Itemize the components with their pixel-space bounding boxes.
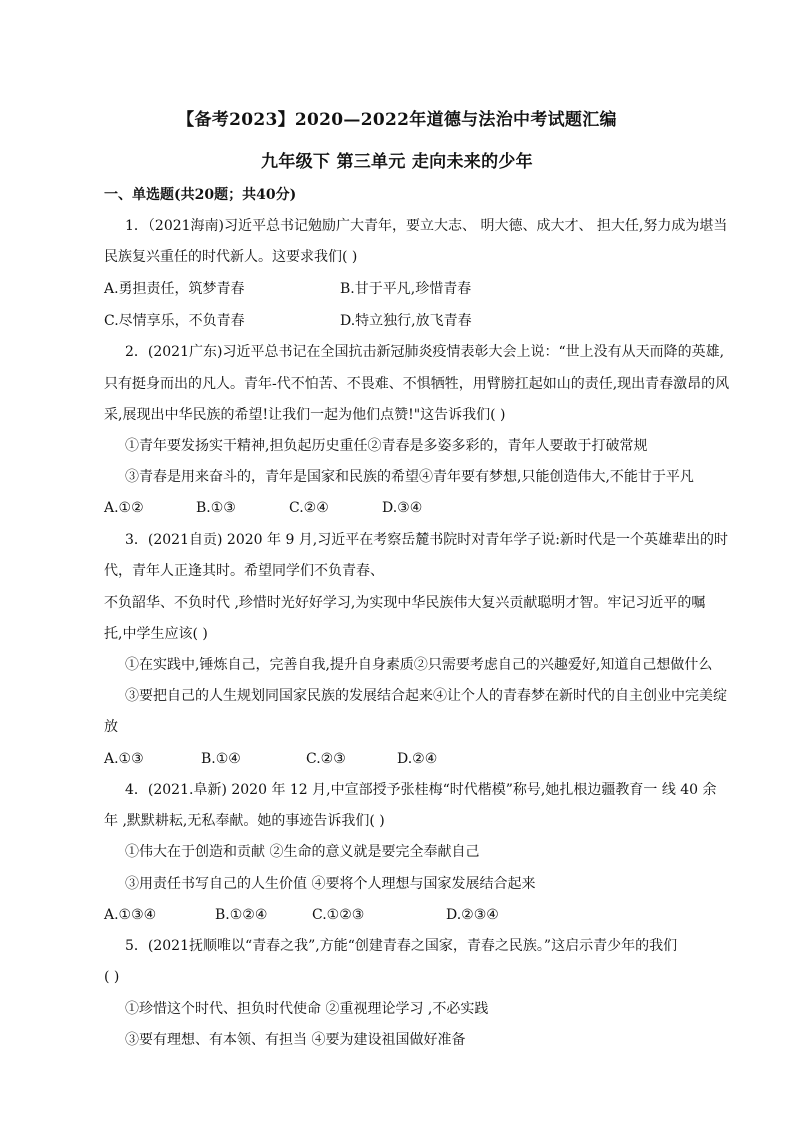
question-1-line-1: 1．（2021海南)习近平总书记勉励广大青年，要立大志、 明大德、成大才、 担大任,努力成为堪当 <box>125 218 728 234</box>
question-3-option-d: D.②④ <box>397 751 438 767</box>
question-1-option-a: A.勇担责任，筑梦青春 <box>104 281 245 297</box>
section-heading: 一、单选题(共20题；共40分) <box>104 187 297 203</box>
question-1-option-c: C.尽情享乐，不负青春 <box>104 313 245 329</box>
question-3-line-3: 不负韶华、不负时代 ,珍惜时光好好学习,为实现中华民族伟大复兴贡献聪明才智。牢记习近平的嘱 <box>104 595 706 611</box>
question-1-option-d: D.特立独行,放飞青春 <box>340 313 472 329</box>
question-2-option-b: B.①③ <box>196 500 236 516</box>
question-2-statement-line-1: ①青年要发扬实干精神,担负起历史重任②青春是多姿多彩的，青年人要敢于打破常规 <box>125 438 648 454</box>
question-1-option-b: B.甘于平凡,珍惜青春 <box>340 281 472 297</box>
question-3-statement-line-1: ①在实践中,锤炼自己，完善自我,提升自身素质②只需要考虑自己的兴趣爱好,知道自己想做什么 <box>125 657 713 673</box>
question-2-line-2: 只有挺身而出的凡人。青年-代不怕苦、不畏难、不惧牺牲，用臂膀扛起如山的责任,现出青春激昂的风 <box>104 376 730 392</box>
question-3-line-2: 代，青年人正逢其时。希望同学们不负青春、 <box>104 563 384 579</box>
question-4-line-2: 年 ,默默耕耘,无私奉献。她的事迹告诉我们( ) <box>104 813 385 829</box>
question-2-option-c: C.②④ <box>289 500 329 516</box>
question-3-line-1: 3．(2021自贡) 2020 年 9 月,习近平在考察岳麓书院时对青年学子说:新时代是一个英雄辈出的时 <box>125 532 728 548</box>
document-title: 【备考2023】2020—2022年道德与法治中考试题汇编 <box>177 110 617 130</box>
document-subtitle: 九年级下 第三单元 走向未来的少年 <box>261 152 533 172</box>
question-4-option-c: C.①②③ <box>312 907 365 923</box>
question-3-option-b: B.①④ <box>201 751 241 767</box>
question-4-statement-line-2: ③用责任书写自己的人生价值 ④要将个人理想与国家发展结合起来 <box>125 876 536 892</box>
question-3-option-c: C.②③ <box>306 751 346 767</box>
question-4-option-b: B.①②④ <box>215 907 268 923</box>
question-3-line-4: 托,中学生应该( ) <box>104 626 208 642</box>
question-5-line-2: ( ) <box>104 969 120 985</box>
question-3-statement-line-2: ③要把自己的人生规划同国家民族的发展结合起来④让个人的青春梦在新时代的自主创业中完美绽 <box>125 688 727 704</box>
question-2-option-d: D.③④ <box>382 500 423 516</box>
question-4-option-a: A.①③④ <box>104 907 157 923</box>
question-3-option-a: A.①③ <box>104 751 144 767</box>
question-5-statement-line-1: ①珍惜这个时代、担负时代使命 ②重视理论学习 ,不必实践 <box>125 1001 489 1017</box>
question-4-option-d: D.②③④ <box>446 907 499 923</box>
question-3-statement-line-3: 放 <box>104 719 118 735</box>
question-2-line-3: 采,展现出中华民族的希望!让我们一起为他们点赞!"这告诉我们( ) <box>104 407 506 423</box>
question-5-line-1: 5．(2021抚顺唯以“青春之我”,方能“创建青春之国家，青春之民族。”这启示青少年的我们 <box>125 938 678 954</box>
question-2-option-a: A.①② <box>104 500 144 516</box>
question-4-statement-line-1: ①伟大在于创造和贡献 ②生命的意义就是要完全奉献自己 <box>125 844 480 860</box>
question-2-line-1: 2．(2021广东)习近平总书记在全国抗击新冠肺炎疫情表彰大会上说：“世上没有从天而降的英雄, <box>125 344 725 360</box>
question-2-statement-line-2: ③青春是用来奋斗的，青年是国家和民族的希望④青年要有梦想,只能创造伟大,不能甘于平凡 <box>125 469 694 485</box>
question-1-line-2: 民族复兴重任的时代新人。这要求我们( ) <box>104 249 358 265</box>
question-5-statement-line-2: ③要有理想、有本领、有担当 ④要为建设祖国做好准备 <box>125 1032 466 1048</box>
question-4-line-1: 4．(2021.阜新) 2020 年 12 月,中宣部授予张桂梅“时代楷模”称号,她扎根边疆教育一 线 40 余 <box>125 782 717 798</box>
